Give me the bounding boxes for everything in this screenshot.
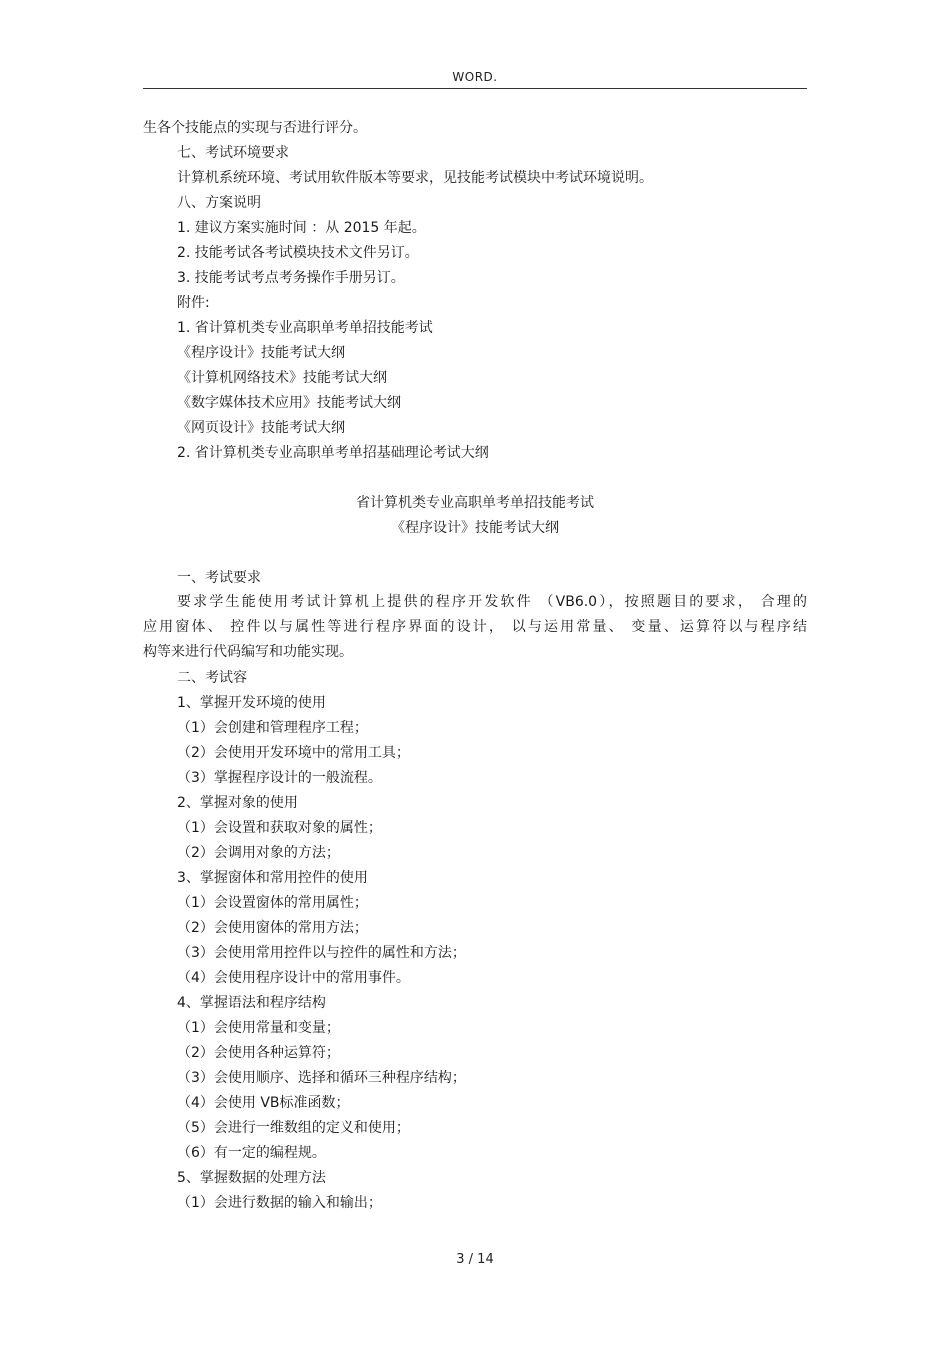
attachment-item: 1. 省计算机类专业高职单考单招技能考试 [177,320,433,336]
list-item: （1）会创建和管理程序工程； [177,720,368,736]
requirement-paragraph [143,590,807,665]
list-item: 2. 技能考试各考试模块技术文件另订。 [177,245,419,261]
list-item: （5）会进行一维数组的定义和使用； [177,1120,410,1136]
list-item: （1）会设置和获取对象的属性； [177,820,382,836]
section-heading: 七、考试环境要求 [177,145,289,161]
list-item: （2）会使用各种运算符； [177,1045,340,1061]
list-item: （2）会使用开发环境中的常用工具； [177,745,410,761]
document-subtitle: 《程序设计》技能考试大纲 [391,520,559,536]
page-header: WORD. [452,70,498,84]
list-item: 3. 技能考试考点考务操作手册另订。 [177,270,405,286]
text-line: 计算机系统环境、考试用软件版本等要求，见技能考试模块中考试环境说明。 [177,170,653,186]
list-heading: 4、掌握语法和程序结构 [177,995,326,1011]
attachment-item: 《计算机网络技术》技能考试大纲 [177,370,387,386]
attachment-item: 《网页设计》技能考试大纲 [177,420,345,436]
list-item: （1）会设置窗体的常用属性； [177,895,368,911]
paragraph-line: 构等来进行代码编写和功能实现。 [143,644,353,660]
list-item: （2）会使用窗体的常用方法； [177,920,368,936]
list-heading: 1、掌握开发环境的使用 [177,695,326,711]
list-item: （3）掌握程序设计的一般流程。 [177,770,382,786]
list-item: （1）会使用常量和变量； [177,1020,340,1036]
paragraph-line: 要求学生能使用考试计算机上提供的程序开发软件 （VB6.0），按照题目的要求， 合理的 [177,594,807,610]
list-item: （4）会使用 VB标准函数； [177,1095,350,1111]
list-item: （3）会使用顺序、选择和循环三种程序结构； [177,1070,466,1086]
page-number: 3 / 14 [456,1252,494,1267]
list-item: （4）会使用程序设计中的常用事件。 [177,970,410,986]
list-item: （2）会调用对象的方法； [177,845,340,861]
list-heading: 2、掌握对象的使用 [177,795,298,811]
section-heading: 八、方案说明 [177,195,261,211]
header-divider [143,88,807,89]
list-item: （6）有一定的编程规。 [177,1145,326,1161]
list-heading: 3、掌握窗体和常用控件的使用 [177,870,368,886]
section-heading: 一、考试要求 [177,570,261,586]
text-line: 生各个技能点的实现与否进行评分。 [143,120,367,136]
attachment-item: 《数字媒体技术应用》技能考试大纲 [177,395,401,411]
list-item: 1. 建议方案实施时间 ：从 2015 年起。 [177,220,426,236]
attachment-item: 《程序设计》技能考试大纲 [177,345,345,361]
list-heading: 5、掌握数据的处理方法 [177,1170,326,1186]
section-heading: 二、考试容 [177,670,247,686]
list-item: （3）会使用常用控件以与控件的属性和方法； [177,945,466,961]
attachment-item: 2. 省计算机类专业高职单考单招基础理论考试大纲 [177,445,489,461]
attachment-label: 附件: [177,295,210,311]
paragraph-line: 应用窗体、 控件以与属性等进行程序界面的设计， 以与运用常量、 变量、运算符以与程序结 [143,619,807,635]
list-item: （1）会进行数据的输入和输出； [177,1195,382,1211]
document-title: 省计算机类专业高职单考单招技能考试 [356,495,594,511]
